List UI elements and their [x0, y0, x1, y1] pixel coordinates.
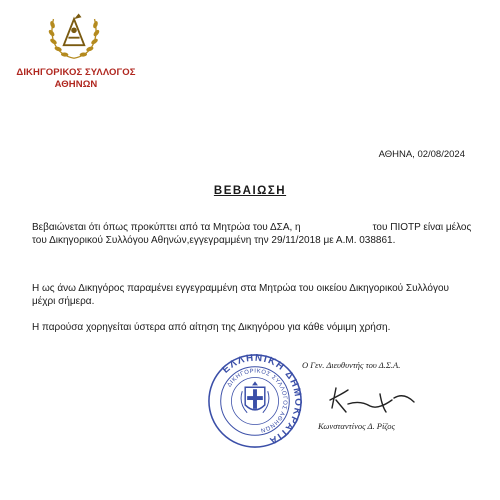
handwritten-signature [322, 378, 422, 418]
stamp-inner-text: ΔΙΚΗΓΟΡΙΚΟΣ ΣΥΛΛΟΓΟΣ ΑΘΗΝΩΝ [226, 368, 288, 433]
stamp-outer-text: ΕΛΛΗΝΙΚΗ ΔΗΜΟΚΡΑΤΙΑ [220, 352, 304, 447]
greek-coat-of-arms-icon [241, 381, 269, 412]
organization-name-line1: ΔΙΚΗΓΟΡΙΚΟΣ ΣΥΛΛΟΓΟΣ [16, 67, 136, 78]
document-title: ΒΕΒΑΙΩΣΗ [213, 185, 287, 197]
paragraph-membership [32, 221, 472, 247]
paragraph-membership-part2: του ΠΙΟΤΡ [372, 222, 421, 233]
organization-name [0, 67, 152, 91]
paragraph-status: Η ως άνω Δικηγόρος παραμένει εγγεγραμμένη στα Μητρώα του οικείου Δικηγορικού Συλλόγου μέχρι σήμερα. [32, 283, 449, 307]
paragraph-membership-part3: είναι μέλος του Δικηγορικού Συλλόγου Αθηνών,εγγεγραμμένη την 29/11/2018 με Α.Μ. 038861. [32, 222, 472, 246]
association-logo [46, 6, 102, 62]
paragraph-membership-part1: Βεβαιώνεται ότι όπως προκύπτει από τα Μητρώα του ΔΣΑ, η [32, 222, 301, 233]
director-title: Ο Γεν. Διευθυντής του Δ.Σ.Α. [302, 360, 401, 370]
date-line: ΑΘΗΝΑ, 02/08/2024 [378, 149, 465, 160]
paragraph-purpose: Η παρούσα χορηγείται ύστερα από αίτηση της Δικηγόρου για κάθε νόμιμη χρήση. [32, 322, 391, 333]
organization-name-line2: ΑΘΗΝΩΝ [54, 79, 98, 90]
director-name: Κωνσταντίνος Δ. Ρίζος [318, 421, 395, 431]
official-stamp [206, 352, 304, 450]
